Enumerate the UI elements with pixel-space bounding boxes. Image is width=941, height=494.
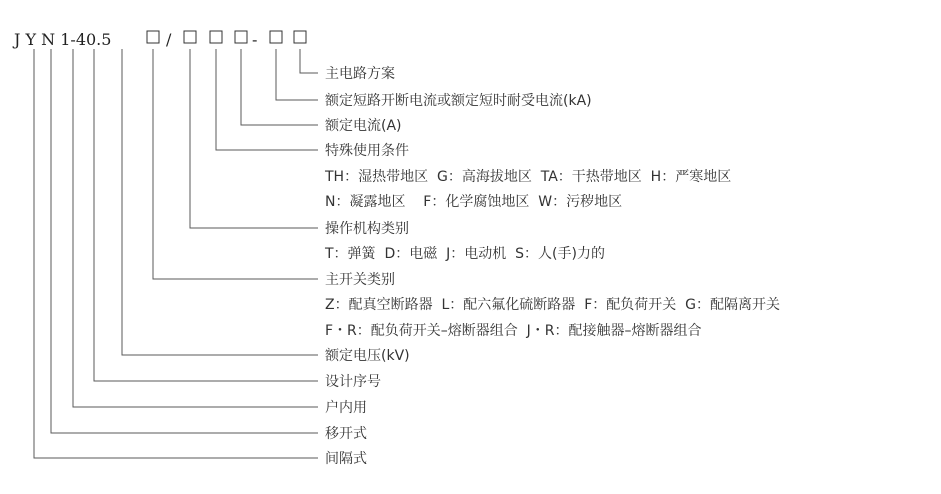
short-circuit-current-box: [270, 31, 282, 43]
special-condition-options-1: TH：湿热带地区 G：高海拔地区 TA：干热带地区 H：严寒地区: [325, 169, 732, 185]
leader-main-switch-type: [153, 49, 318, 279]
label-special-condition: 特殊使用条件: [325, 143, 409, 159]
label-short-circuit-current: 额定短路开断电流或额定短时耐受电流(kA): [325, 93, 592, 109]
special-condition-box: [210, 31, 222, 43]
leader-rated-voltage: [122, 49, 318, 355]
operating-mechanism-box: [184, 31, 196, 43]
code-slash: /: [166, 30, 172, 49]
label-main-switch-type: 主开关类别: [325, 272, 395, 288]
main-switch-type-box: [147, 31, 159, 43]
leader-compartment: [34, 49, 318, 458]
label-indoor: 户内用: [325, 400, 367, 416]
leader-short-circuit-current: [276, 49, 318, 100]
leader-design-serial: [94, 49, 318, 381]
operating-mechanism-options: T：弹簧 D：电磁 J：电动机 S：人(手)力的: [325, 246, 605, 262]
leader-operating-mechanism: [190, 49, 318, 228]
main-switch-options-2: F・R：配负荷开关–熔断器组合 J・R：配接触器–熔断器组合: [325, 323, 702, 339]
leader-main-circuit-scheme: [300, 49, 318, 73]
main-circuit-scheme-box: [294, 31, 306, 43]
leader-lines: [34, 49, 318, 458]
model-code-prefix: J Y N 1-40.5: [14, 30, 112, 49]
rated-current-box: [235, 31, 247, 43]
label-design-serial: 设计序号: [325, 374, 381, 390]
special-condition-options-2: N：凝露地区 F：化学腐蚀地区 W：污秽地区: [325, 194, 623, 210]
label-rated-voltage: 额定电压(kV): [325, 348, 410, 364]
code-dash: -: [252, 30, 258, 49]
label-operating-mechanism: 操作机构类别: [325, 221, 409, 237]
main-switch-options-1: Z：配真空断路器 L：配六氟化硫断路器 F：配负荷开关 G：配隔离开关: [325, 297, 780, 313]
leader-withdrawable: [51, 49, 318, 433]
label-compartment: 间隔式: [325, 451, 367, 467]
leader-rated-current: [241, 49, 318, 125]
label-main-circuit-scheme: 主电路方案: [325, 66, 395, 82]
label-withdrawable: 移开式: [325, 426, 367, 442]
label-rated-current: 额定电流(A): [325, 118, 402, 134]
